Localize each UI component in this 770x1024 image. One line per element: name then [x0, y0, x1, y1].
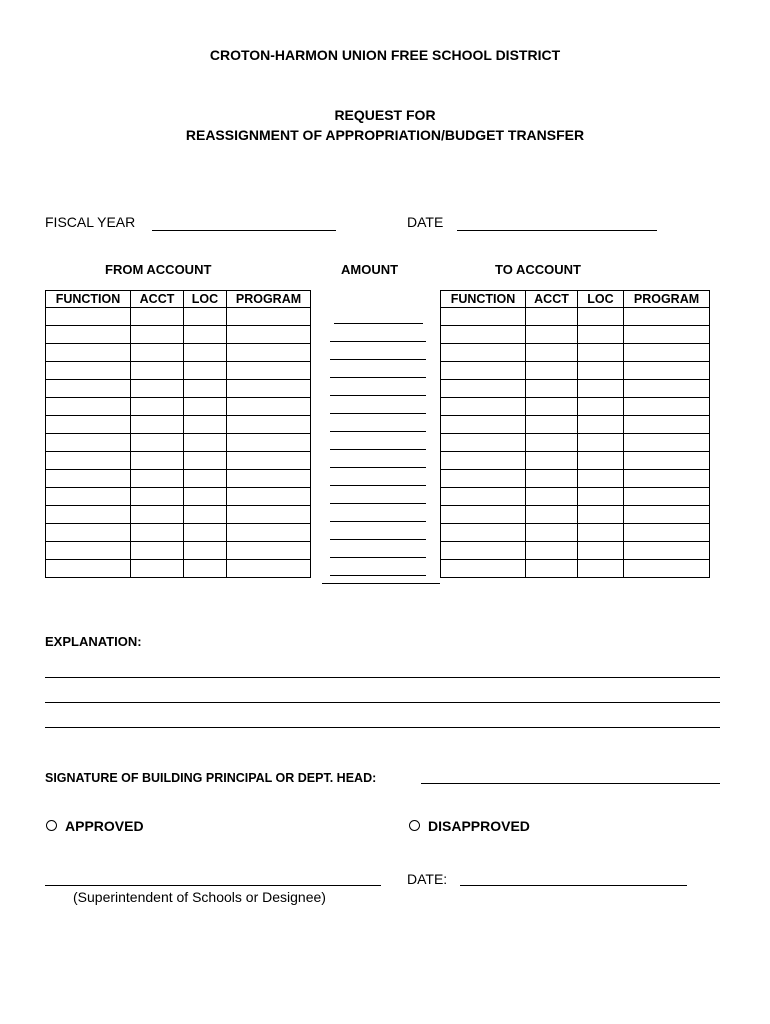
to-account-cell[interactable] — [526, 416, 578, 434]
superintendent-signature-field[interactable] — [45, 872, 381, 886]
explanation-line-3[interactable] — [45, 714, 720, 728]
to-account-cell[interactable] — [624, 398, 710, 416]
to-account-cell[interactable] — [441, 434, 526, 452]
amount-entry-line[interactable] — [330, 341, 426, 342]
to-account-row — [441, 398, 710, 416]
from-account-row — [46, 434, 311, 452]
amount-entry-line[interactable] — [330, 359, 426, 360]
from-account-cell[interactable] — [46, 434, 131, 452]
to-account-cell[interactable] — [526, 380, 578, 398]
from-col-function: FUNCTION — [46, 291, 131, 308]
to-account-cell[interactable] — [578, 524, 624, 542]
to-account-cell[interactable] — [526, 542, 578, 560]
from-account-cell[interactable] — [184, 308, 227, 326]
from-account-cell[interactable] — [184, 542, 227, 560]
from-account-cell[interactable] — [227, 362, 311, 380]
from-account-cell[interactable] — [46, 308, 131, 326]
to-account-cell[interactable] — [526, 398, 578, 416]
date-field[interactable] — [457, 217, 657, 231]
to-account-table — [440, 290, 710, 578]
from-account-row — [46, 506, 311, 524]
from-account-cell[interactable] — [46, 524, 131, 542]
to-account-cell[interactable] — [624, 434, 710, 452]
amount-entry-line[interactable] — [330, 485, 426, 486]
disapproved-option[interactable] — [409, 818, 530, 834]
to-account-cell[interactable] — [441, 362, 526, 380]
to-account-cell[interactable] — [578, 398, 624, 416]
from-account-cell[interactable] — [131, 308, 184, 326]
amount-entry-line[interactable] — [330, 377, 426, 378]
to-account-cell[interactable] — [526, 434, 578, 452]
from-col-loc: LOC — [184, 291, 227, 308]
from-account-cell[interactable] — [131, 398, 184, 416]
to-account-cell[interactable] — [441, 524, 526, 542]
to-account-cell[interactable] — [441, 308, 526, 326]
to-account-cell[interactable] — [624, 560, 710, 578]
amount-entry-line[interactable] — [334, 323, 423, 324]
from-account-row — [46, 560, 311, 578]
from-account-cell[interactable] — [46, 416, 131, 434]
to-account-cell[interactable] — [526, 362, 578, 380]
from-account-cell[interactable] — [46, 398, 131, 416]
from-account-cell[interactable] — [184, 362, 227, 380]
from-account-cell[interactable] — [184, 434, 227, 452]
signature-label: SIGNATURE OF BUILDING PRINCIPAL OR DEPT. HEAD: — [45, 771, 377, 785]
to-account-row — [441, 488, 710, 506]
to-account-cell[interactable] — [441, 542, 526, 560]
from-account-cell[interactable] — [131, 362, 184, 380]
from-account-cell[interactable] — [46, 488, 131, 506]
from-account-cell[interactable] — [131, 326, 184, 344]
to-account-row — [441, 308, 710, 326]
to-col-acct: ACCT — [526, 291, 578, 308]
to-account-cell[interactable] — [526, 488, 578, 506]
to-account-row — [441, 380, 710, 398]
to-account-cell[interactable] — [526, 560, 578, 578]
from-account-cell[interactable] — [184, 326, 227, 344]
to-account-cell[interactable] — [441, 398, 526, 416]
to-account-cell[interactable] — [441, 416, 526, 434]
to-account-cell[interactable] — [624, 452, 710, 470]
from-account-cell[interactable] — [46, 560, 131, 578]
from-account-table — [45, 290, 311, 578]
from-account-cell[interactable] — [46, 470, 131, 488]
fiscal-year-field[interactable] — [152, 217, 336, 231]
amount-heading: AMOUNT — [341, 262, 399, 277]
from-account-cell[interactable] — [184, 524, 227, 542]
to-account-row — [441, 344, 710, 362]
to-account-heading: TO ACCOUNT — [495, 262, 581, 277]
from-account-cell[interactable] — [46, 506, 131, 524]
to-account-cell[interactable] — [578, 308, 624, 326]
amount-column — [322, 290, 440, 584]
to-account-cell[interactable] — [441, 506, 526, 524]
from-account-cell[interactable] — [227, 308, 311, 326]
from-account-cell[interactable] — [184, 416, 227, 434]
from-account-heading: FROM ACCOUNT — [105, 262, 212, 277]
from-account-cell[interactable] — [46, 362, 131, 380]
request-title-line2: REASSIGNMENT OF APPROPRIATION/BUDGET TRANSFER — [185, 127, 585, 143]
from-account-cell[interactable] — [184, 398, 227, 416]
amount-entry-line[interactable] — [330, 431, 426, 432]
amount-entry-line[interactable] — [330, 575, 426, 576]
from-account-cell[interactable] — [184, 380, 227, 398]
from-account-cell[interactable] — [131, 524, 184, 542]
to-account-row — [441, 416, 710, 434]
to-account-cell[interactable] — [578, 452, 624, 470]
explanation-line-1[interactable] — [45, 664, 720, 678]
to-account-cell[interactable] — [624, 506, 710, 524]
to-account-row — [441, 452, 710, 470]
to-account-row — [441, 506, 710, 524]
to-account-cell[interactable] — [624, 470, 710, 488]
from-account-row — [46, 398, 311, 416]
to-account-row — [441, 326, 710, 344]
from-account-cell[interactable] — [227, 416, 311, 434]
from-account-row — [46, 542, 311, 560]
from-account-cell[interactable] — [227, 506, 311, 524]
to-account-row — [441, 470, 710, 488]
fiscal-year-label: FISCAL YEAR — [45, 214, 136, 230]
from-account-row — [46, 524, 311, 542]
request-title-line1: REQUEST FOR — [334, 107, 436, 123]
to-account-cell[interactable] — [578, 344, 624, 362]
from-account-row — [46, 416, 311, 434]
to-account-cell[interactable] — [526, 506, 578, 524]
from-account-row — [46, 488, 311, 506]
from-account-cell[interactable] — [46, 326, 131, 344]
from-account-cell[interactable] — [131, 470, 184, 488]
from-account-cell[interactable] — [227, 398, 311, 416]
disapproved-label: DISAPPROVED — [428, 818, 530, 834]
to-account-cell[interactable] — [526, 470, 578, 488]
from-account-cell[interactable] — [184, 344, 227, 362]
from-account-cell[interactable] — [227, 470, 311, 488]
to-account-cell[interactable] — [578, 506, 624, 524]
approved-option[interactable] — [46, 818, 144, 834]
from-account-cell[interactable] — [46, 452, 131, 470]
from-account-cell[interactable] — [184, 452, 227, 470]
to-account-cell[interactable] — [441, 470, 526, 488]
from-account-cell[interactable] — [46, 542, 131, 560]
to-account-cell[interactable] — [624, 380, 710, 398]
from-account-cell[interactable] — [131, 380, 184, 398]
from-account-cell[interactable] — [227, 344, 311, 362]
disapproved-radio-icon[interactable] — [409, 820, 420, 831]
to-account-cell[interactable] — [624, 416, 710, 434]
from-account-cell[interactable] — [227, 542, 311, 560]
to-account-cell[interactable] — [578, 542, 624, 560]
from-account-cell[interactable] — [131, 488, 184, 506]
from-account-cell[interactable] — [184, 506, 227, 524]
amount-entry-line[interactable] — [330, 539, 426, 540]
to-account-row — [441, 434, 710, 452]
amount-entry-line[interactable] — [330, 413, 426, 414]
explanation-label: EXPLANATION: — [45, 634, 142, 649]
to-account-cell[interactable] — [624, 344, 710, 362]
to-account-cell[interactable] — [526, 308, 578, 326]
from-col-acct: ACCT — [131, 291, 184, 308]
to-account-cell[interactable] — [526, 344, 578, 362]
from-account-cell[interactable] — [131, 452, 184, 470]
to-account-cell[interactable] — [578, 416, 624, 434]
to-account-cell[interactable] — [624, 488, 710, 506]
from-account-cell[interactable] — [227, 452, 311, 470]
to-account-cell[interactable] — [578, 488, 624, 506]
from-account-cell[interactable] — [227, 326, 311, 344]
to-account-cell[interactable] — [624, 524, 710, 542]
amount-entry-line[interactable] — [330, 557, 426, 558]
approved-radio-icon[interactable] — [46, 820, 57, 831]
to-account-cell[interactable] — [441, 326, 526, 344]
signature-field[interactable] — [421, 770, 720, 784]
to-account-cell[interactable] — [578, 380, 624, 398]
to-col-program: PROGRAM — [624, 291, 710, 308]
to-account-cell[interactable] — [624, 542, 710, 560]
amount-entry-line[interactable] — [330, 449, 426, 450]
from-account-cell[interactable] — [227, 434, 311, 452]
to-account-row — [441, 524, 710, 542]
from-account-cell[interactable] — [46, 380, 131, 398]
to-account-cell[interactable] — [624, 362, 710, 380]
district-title: CROTON-HARMON UNION FREE SCHOOL DISTRICT — [209, 47, 561, 63]
approved-label: APPROVED — [65, 818, 144, 834]
to-account-row — [441, 362, 710, 380]
from-account-cell[interactable] — [46, 344, 131, 362]
to-account-cell[interactable] — [578, 434, 624, 452]
to-account-cell[interactable] — [441, 560, 526, 578]
to-account-cell[interactable] — [578, 560, 624, 578]
from-account-cell[interactable] — [184, 560, 227, 578]
date-label: DATE — [407, 214, 444, 230]
from-account-cell[interactable] — [184, 488, 227, 506]
from-account-row — [46, 344, 311, 362]
from-account-row — [46, 470, 311, 488]
explanation-line-2[interactable] — [45, 689, 720, 703]
to-account-cell[interactable] — [526, 452, 578, 470]
from-account-cell[interactable] — [227, 560, 311, 578]
to-account-cell[interactable] — [441, 452, 526, 470]
from-account-row — [46, 308, 311, 326]
from-account-row — [46, 380, 311, 398]
from-account-cell[interactable] — [227, 380, 311, 398]
to-account-cell[interactable] — [624, 308, 710, 326]
superintendent-caption: (Superintendent of Schools or Designee) — [73, 889, 326, 905]
to-account-cell[interactable] — [578, 470, 624, 488]
from-account-cell[interactable] — [227, 488, 311, 506]
from-account-row — [46, 362, 311, 380]
to-account-cell[interactable] — [578, 362, 624, 380]
to-account-cell[interactable] — [578, 326, 624, 344]
from-account-cell[interactable] — [131, 434, 184, 452]
from-account-cell[interactable] — [184, 470, 227, 488]
to-account-cell[interactable] — [441, 344, 526, 362]
to-account-row — [441, 560, 710, 578]
amount-entry-line[interactable] — [330, 467, 426, 468]
to-account-row — [441, 542, 710, 560]
to-col-function: FUNCTION — [441, 291, 526, 308]
to-account-cell[interactable] — [441, 380, 526, 398]
from-account-row — [46, 452, 311, 470]
from-account-row — [46, 326, 311, 344]
from-account-cell[interactable] — [131, 416, 184, 434]
amount-entry-line[interactable] — [330, 395, 426, 396]
from-account-cell[interactable] — [131, 344, 184, 362]
to-account-cell[interactable] — [526, 524, 578, 542]
amount-entry-line[interactable] — [330, 521, 426, 522]
amount-entry-line[interactable] — [330, 503, 426, 504]
from-account-cell[interactable] — [131, 542, 184, 560]
from-account-cell[interactable] — [131, 506, 184, 524]
from-account-cell[interactable] — [131, 560, 184, 578]
to-account-cell[interactable] — [526, 326, 578, 344]
approval-date-field[interactable] — [460, 872, 687, 886]
from-account-cell[interactable] — [227, 524, 311, 542]
to-account-cell[interactable] — [441, 488, 526, 506]
to-col-loc: LOC — [578, 291, 624, 308]
from-col-program: PROGRAM — [227, 291, 311, 308]
to-account-cell[interactable] — [624, 326, 710, 344]
approval-date-label: DATE: — [407, 871, 448, 887]
